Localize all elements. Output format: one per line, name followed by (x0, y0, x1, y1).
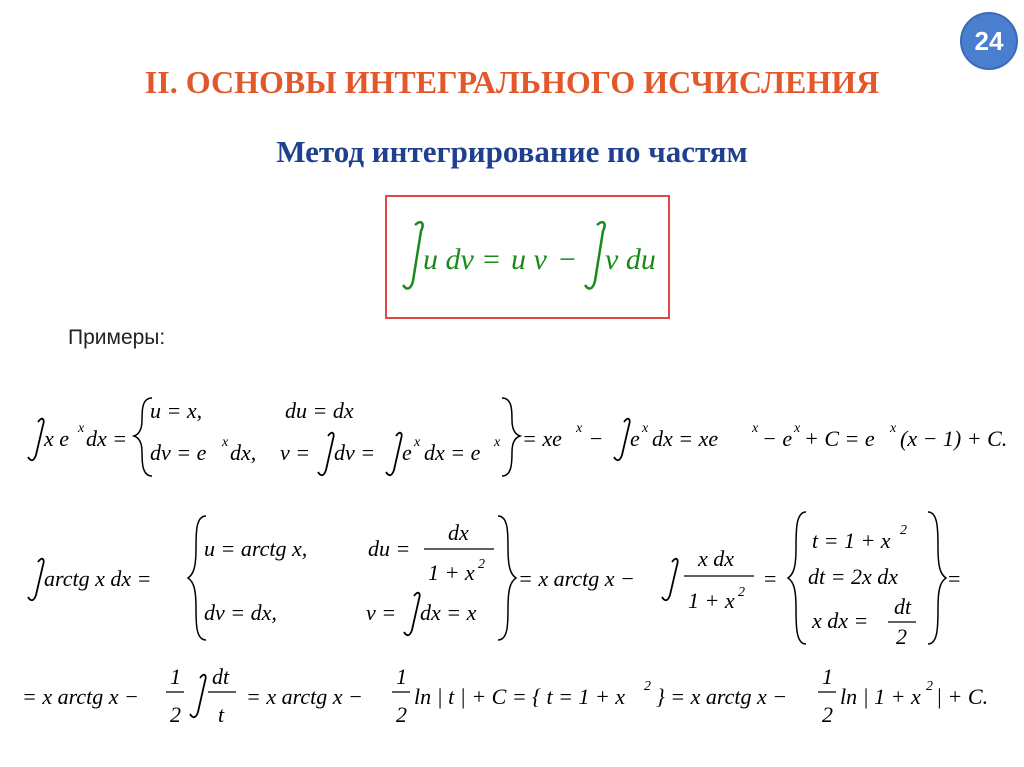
ex3-f3-den: 2 (396, 702, 407, 727)
ex1-integral-lhs (28, 419, 44, 460)
ex2-sub-1: t = 1 + x (812, 528, 891, 553)
slide-subtitle: Метод интегрирование по частям (276, 134, 748, 169)
ex3-f1-den: 2 (170, 702, 181, 727)
ex2-end-eq: = (948, 566, 961, 591)
ex2-integral-3 (662, 559, 678, 600)
formula-eq: = (483, 243, 500, 276)
ex3-p5-sup: 2 (926, 679, 933, 694)
ex1-row1-b: du = dx (285, 398, 354, 423)
ex3-integral (190, 675, 206, 717)
slide-number: 24 (974, 25, 1004, 56)
ex1-row2-b-end-sup: x (494, 435, 501, 450)
ex2-integral-lhs (28, 559, 44, 600)
ex1-result-5: − e (762, 426, 793, 451)
ex2-mid-1: = x arctg x − (518, 566, 635, 591)
ex2-lhs: arctg x dx = (44, 566, 152, 591)
ex3-f1-num: 1 (170, 664, 181, 689)
ex1-result-7: (x − 1) + C. (900, 426, 1008, 451)
ex1-result-6: + C = e (804, 426, 875, 451)
ex1-result-1-sup: x (576, 421, 583, 436)
ex2-sub-2: dt = 2x dx (808, 564, 898, 589)
ex1-row2-b-int1: dv = (334, 440, 376, 465)
ex2-sub-3-num: dt (894, 594, 912, 619)
ex2-row1-b-den-sup: 2 (478, 557, 485, 572)
ex1-lhs-dx: dx = (86, 426, 128, 451)
ex1-lhs: x e (44, 426, 70, 451)
ex2-row2-b-end: dx = x (420, 600, 477, 625)
ex1-integral-3 (386, 433, 402, 475)
ex1-row1-a: u = x, (150, 398, 203, 423)
ex3-f2-num: dt (212, 664, 230, 689)
ex1-row2-b-int2-sup: x (414, 435, 421, 450)
ex2-row1-b-den: 1 + x (428, 560, 475, 585)
ex2-sub-1-sup: 2 (900, 523, 907, 538)
examples-label: Примеры: (68, 326, 166, 349)
ex1-integral-2 (318, 433, 334, 475)
ex2-row1-a: u = arctg x, (204, 536, 308, 561)
ex1-row2-b-end: dx = e (424, 440, 481, 465)
ex1-row2-b-int2: e (402, 440, 412, 465)
ex3-p3-sup: 2 (644, 679, 651, 694)
ex1-result-3: e (630, 426, 640, 451)
ex2-sub-3: x dx = (812, 608, 869, 633)
ex1-result-3-sup: x (642, 421, 649, 436)
ex1-lhs-sup: x (78, 421, 85, 436)
formula-lhs: u dv (423, 243, 474, 276)
ex1-row2-a-sup: x (222, 435, 229, 450)
ex1-result-5-sup: x (794, 421, 801, 436)
ex2-row2-a: dv = dx, (204, 600, 277, 625)
ex2-sub-left-brace (788, 512, 806, 644)
ex1-right-brace (502, 398, 520, 476)
ex1-result-4-sup: x (752, 421, 759, 436)
ex3-f4-num: 1 (822, 664, 833, 689)
ex2-row1-b: du = (368, 536, 411, 561)
formula-rhs: v du (605, 243, 656, 276)
slide-title: II. ОСНОВЫ ИНТЕГРАЛЬНОГО ИСЧИСЛЕНИЯ (144, 64, 880, 100)
ex2-sub-3-den: 2 (896, 624, 907, 649)
formula-uv: u v (511, 243, 547, 276)
ex1-result-6-sup: x (890, 421, 897, 436)
ex1-row2-b: v = (280, 440, 311, 465)
ex3-f3-num: 1 (396, 664, 407, 689)
ex2-mid-eq: = (764, 566, 777, 591)
formula-minus: − (559, 243, 576, 276)
ex3-p4: } = x arctg x − (656, 684, 788, 709)
ex2-row1-b-num: dx (448, 520, 469, 545)
ex2-right-brace (498, 516, 516, 640)
ex2-mid-frac-den-sup: 2 (738, 585, 745, 600)
ex1-integral-4 (614, 419, 630, 460)
ex1-row2-a-end: dx, (230, 440, 257, 465)
ex1-result-2: − (590, 426, 603, 451)
ex2-integral-2 (404, 593, 420, 635)
ex3-f2-den: t (218, 702, 225, 727)
ex3-p3: ln | t | + C = { t = 1 + x (414, 684, 626, 709)
ex2-mid-frac-num: x dx (698, 546, 735, 571)
ex2-sub-right-brace (928, 512, 946, 644)
ex1-row2-a: dv = e (150, 440, 207, 465)
ex1-result-1: = xe (522, 426, 562, 451)
ex3-p5: ln | 1 + x (840, 684, 921, 709)
ex2-mid-frac-den: 1 + x (688, 588, 735, 613)
ex1-result-4: dx = xe (652, 426, 719, 451)
ex3-p6: | + C. (936, 684, 989, 709)
ex2-row2-b: v = (366, 600, 397, 625)
ex3-p1: = x arctg x − (22, 684, 139, 709)
ex3-f4-den: 2 (822, 702, 833, 727)
ex3-p2: = x arctg x − (246, 684, 363, 709)
